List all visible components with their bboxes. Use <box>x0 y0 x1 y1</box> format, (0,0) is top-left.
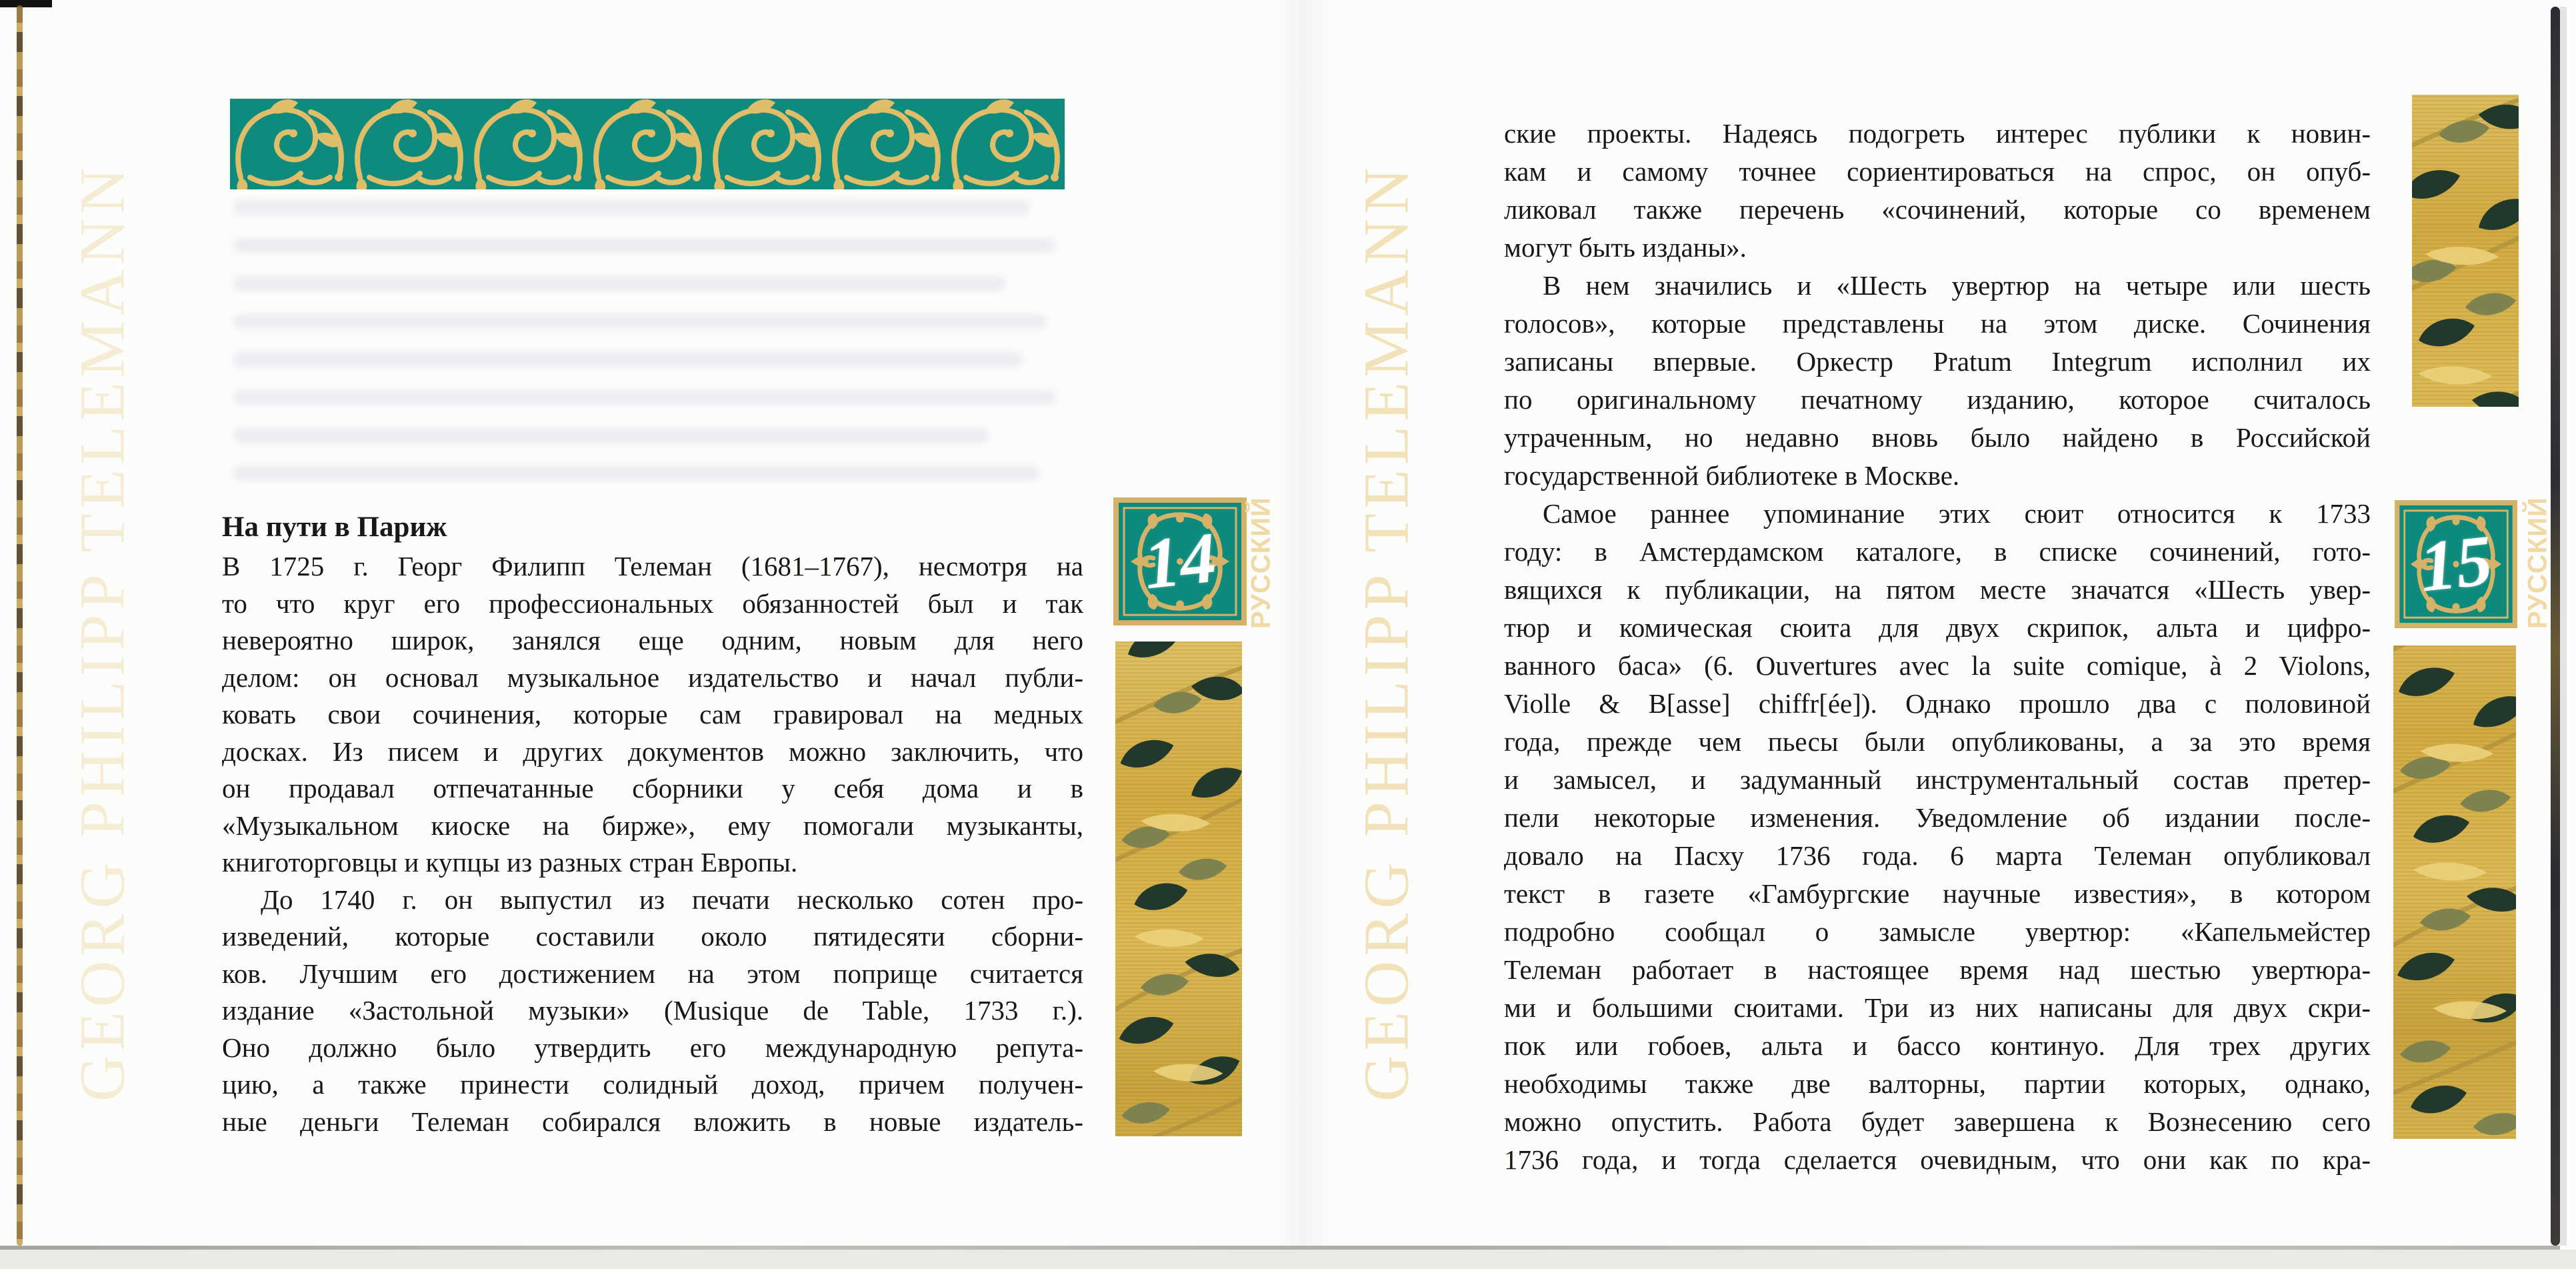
text-line: ковать свои сочинения, которые сам гравировал на медных <box>222 699 1083 730</box>
text-line: досках. Из писем и других документов можно заключить, что <box>222 736 1083 767</box>
text-line: тюр и комическая сюита для двух скрипок, альта и цифро- <box>1504 612 2371 643</box>
book-page-edge-right-highlight <box>2560 7 2567 1246</box>
page-number: 14 <box>1140 517 1220 605</box>
text-line: невероятно широк, занялся еще одним, новым для него <box>222 625 1083 656</box>
text-line: ские проекты. Надеясь подогреть интерес публики к новин- <box>1504 118 2371 149</box>
text-line: Самое раннее упоминание этих сюит относится к 1733 <box>1543 498 2371 529</box>
text-line: Оно должно было утвердить его международную репута- <box>222 1032 1083 1063</box>
text-line: пок или гобоев, альта и бассо континуо. Для трех других <box>1504 1030 2371 1061</box>
tapestry-photo-left-page <box>1115 642 1242 1136</box>
text-line: Violle & B[asse] chiffr[ée]). Однако прошло два с половиной <box>1504 688 2371 719</box>
text-line: ков. Лучшим его достижением на этом поприще считается <box>222 958 1083 989</box>
text-line: можно опустить. Работа будет завершена к Вознесению сего <box>1504 1106 2371 1137</box>
text-line: В 1725 г. Георг Филипп Телеман (1681–1767), несмотря на <box>222 551 1083 581</box>
page-number-badge-14 <box>1113 497 1247 625</box>
text-line: по оригинальному печатному изданию, которое считалось <box>1504 384 2371 415</box>
text-line: подробно сообщал о замысле увертюр: «Капельмейстер <box>1504 916 2371 947</box>
book-spine-edge-left <box>17 5 23 1246</box>
text-line: и замысел, и задуманный инструментальный состав претер- <box>1504 764 2371 795</box>
text-line: текст в газете «Гамбургские научные известия», в котором <box>1504 878 2371 909</box>
section-heading: На пути в Париж <box>222 511 447 543</box>
text-line: пели некоторые изменения. Уведомление об издании после- <box>1504 802 2371 833</box>
text-line: году: в Амстердамском каталоге, в списке сочинений, гото- <box>1504 536 2371 567</box>
text-line: необходимы также две валторны, партии которых, однако, <box>1504 1068 2371 1099</box>
language-tab-russian-left: РУССКИЙ <box>1246 497 1276 629</box>
text-line: делом: он основал музыкальное издательство и начал публи- <box>222 662 1083 693</box>
right-page-body-text <box>1504 115 2371 1179</box>
artist-vertical-title-right: GEORG PHILIPP TELEMANN <box>1350 163 1422 1102</box>
text-line: ванного баса» (6. Ouvertures avec la suite comique, à 2 Violons, <box>1504 650 2371 681</box>
tapestry-photo-right-bottom <box>2393 646 2516 1139</box>
text-line: 1736 года, и тогда сделается очевидным, что они как по кра- <box>1504 1144 2371 1175</box>
page-number-badge-15 <box>2395 500 2517 628</box>
left-page-body-text <box>222 548 1083 1140</box>
text-line: он продавал отпечатанные сборники у себя дома и в <box>222 773 1083 804</box>
text-line: утраченным, но недавно вновь было найдено в Российской <box>1504 422 2371 453</box>
text-line: довало на Пасху 1736 года. 6 марта Телеман опубликовал <box>1504 840 2371 871</box>
text-line: года, прежде чем пьесы были опубликованы, а за это время <box>1504 726 2371 757</box>
language-tab-russian-right: РУССКИЙ <box>2523 497 2553 629</box>
text-line: цию, а также принести солидный доход, причем получен- <box>222 1069 1083 1100</box>
text-line: могут быть изданы». <box>1504 232 1747 263</box>
text-line: ликовал также перечень «сочинений, которые со временем <box>1504 194 2371 225</box>
text-line: кам и самому точнее сориентироваться на спрос, он опуб- <box>1504 156 2371 187</box>
text-line: ми и большими сюитами. Три из них написаны для двух скри- <box>1504 992 2371 1023</box>
tapestry-photo-right-top <box>2412 95 2519 407</box>
text-line: До 1740 г. он выпустил из печати несколько сотен про- <box>261 884 1083 915</box>
text-line: государственной библиотеке в Москве. <box>1504 460 1960 491</box>
text-line: издание «Застольной музыки» (Musique de Table, 1733 г.). <box>222 995 1083 1026</box>
ornamental-scroll-band <box>230 99 1065 189</box>
text-line: Телеман работает в настоящее время над шестью увертюра- <box>1504 954 2371 985</box>
artist-vertical-title-left: GEORG PHILIPP TELEMANN <box>66 163 138 1102</box>
page-number: 15 <box>2416 520 2496 607</box>
text-line: изведений, которые составили около пятидесяти сборни- <box>222 921 1083 952</box>
page-gutter <box>1277 0 1330 1247</box>
text-line: записаны впервые. Оркестр Pratum Integrum исполнил их <box>1504 346 2371 377</box>
scanner-background-strip <box>0 1250 2576 1269</box>
scan-corner-mark <box>0 0 52 7</box>
text-line: то что круг его профессиональных обязанностей был и так <box>222 587 1083 619</box>
text-line: ные деньги Телеман собирался вложить в новые издатель- <box>222 1106 1083 1137</box>
text-line: книготорговцы и купцы из разных стран Европы. <box>222 847 798 878</box>
text-line: голосов», которые представлены на этом диске. Сочинения <box>1504 308 2371 339</box>
text-line: вящихся к публикации, на пятом месте значатся «Шесть увер- <box>1504 574 2371 605</box>
text-line: «Музыкальном киоске на бирже», ему помогали музыканты, <box>222 810 1083 841</box>
bleed-through-ghost-text <box>233 200 1063 513</box>
text-line: В нем значились и «Шесть увертюр на четыре или шесть <box>1543 270 2371 301</box>
